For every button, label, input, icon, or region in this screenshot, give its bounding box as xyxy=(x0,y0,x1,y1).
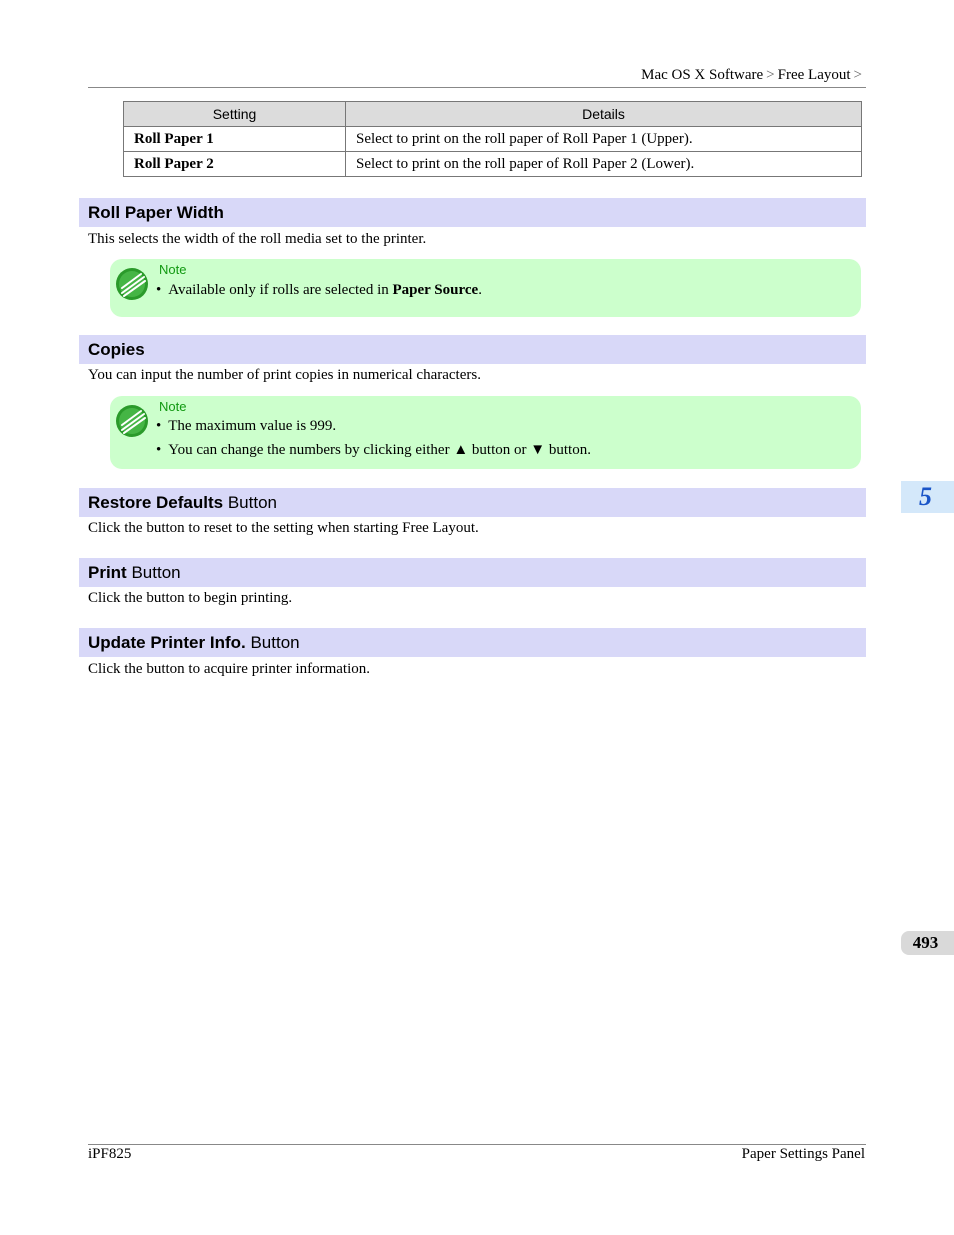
footer-model-name: iPF825 xyxy=(88,1146,132,1162)
note-item: • The maximum value is 999. xyxy=(156,418,591,435)
section-title: Print xyxy=(88,563,127,582)
note-list xyxy=(156,418,591,459)
settings-table xyxy=(123,101,862,177)
table-header-details: Details xyxy=(346,102,862,127)
table-cell-setting: Roll Paper 1 xyxy=(124,127,346,152)
breadcrumb-separator: > xyxy=(853,67,862,83)
note-list xyxy=(156,282,482,299)
note-item: • You can change the numbers by clicking either ▲ button or ▼ button. xyxy=(156,442,591,459)
table-cell-details: Select to print on the roll paper of Roll Paper 2 (Lower). xyxy=(346,152,862,177)
breadcrumb-separator: > xyxy=(766,67,775,83)
section-title: Update Printer Info. xyxy=(88,633,246,652)
note-box-copies xyxy=(110,396,861,469)
note-label: Note xyxy=(159,399,187,414)
section-title: Restore Defaults xyxy=(88,493,224,512)
copies-description: You can input the number of print copies in numerical characters. xyxy=(88,367,481,383)
section-title: Roll Paper Width xyxy=(88,203,224,222)
section-heading-restore-defaults xyxy=(79,488,866,517)
table-row xyxy=(124,127,862,152)
section-title: Copies xyxy=(88,340,145,359)
note-bold-term: Paper Source xyxy=(392,282,479,298)
breadcrumb-item-mac-os-x-software[interactable]: Mac OS X Software xyxy=(641,67,764,83)
print-description: Click the button to begin printing. xyxy=(88,590,293,606)
table-cell-details: Select to print on the roll paper of Roll Paper 1 (Upper). xyxy=(346,127,862,152)
section-heading-copies xyxy=(79,335,866,364)
note-label: Note xyxy=(159,262,187,277)
section-title-suffix: Button xyxy=(126,563,181,582)
note-item xyxy=(156,282,482,299)
section-heading-roll-paper-width xyxy=(79,198,866,227)
note-text: Available only if rolls are selected in xyxy=(168,282,393,298)
section-title-suffix: Button xyxy=(245,633,300,652)
section-heading-update-printer-info xyxy=(79,628,866,657)
section-heading-print xyxy=(79,558,866,587)
table-header-row xyxy=(124,102,862,127)
section-title-suffix: Button xyxy=(223,493,277,512)
footer-rule xyxy=(88,1144,866,1145)
restore-defaults-description: Click the button to reset to the setting when starting Free Layout. xyxy=(88,520,479,536)
breadcrumb xyxy=(641,67,865,84)
table-header-setting: Setting xyxy=(124,102,346,127)
table-row xyxy=(124,152,862,177)
chapter-tab[interactable]: 5 xyxy=(901,481,954,513)
header-rule xyxy=(88,87,866,88)
page-number-tab: 493 xyxy=(901,931,954,955)
roll-paper-width-description: This selects the width of the roll media set to the printer. xyxy=(88,231,427,247)
pencil-note-icon xyxy=(114,264,152,302)
footer-section-name: Paper Settings Panel xyxy=(741,1146,865,1162)
note-text: . xyxy=(478,282,482,298)
note-box-roll-paper-width xyxy=(110,259,861,317)
update-printer-info-description: Click the button to acquire printer information. xyxy=(88,661,371,677)
breadcrumb-item-free-layout[interactable]: Free Layout xyxy=(777,67,851,83)
table-cell-setting: Roll Paper 2 xyxy=(124,152,346,177)
pencil-note-icon xyxy=(114,401,152,439)
